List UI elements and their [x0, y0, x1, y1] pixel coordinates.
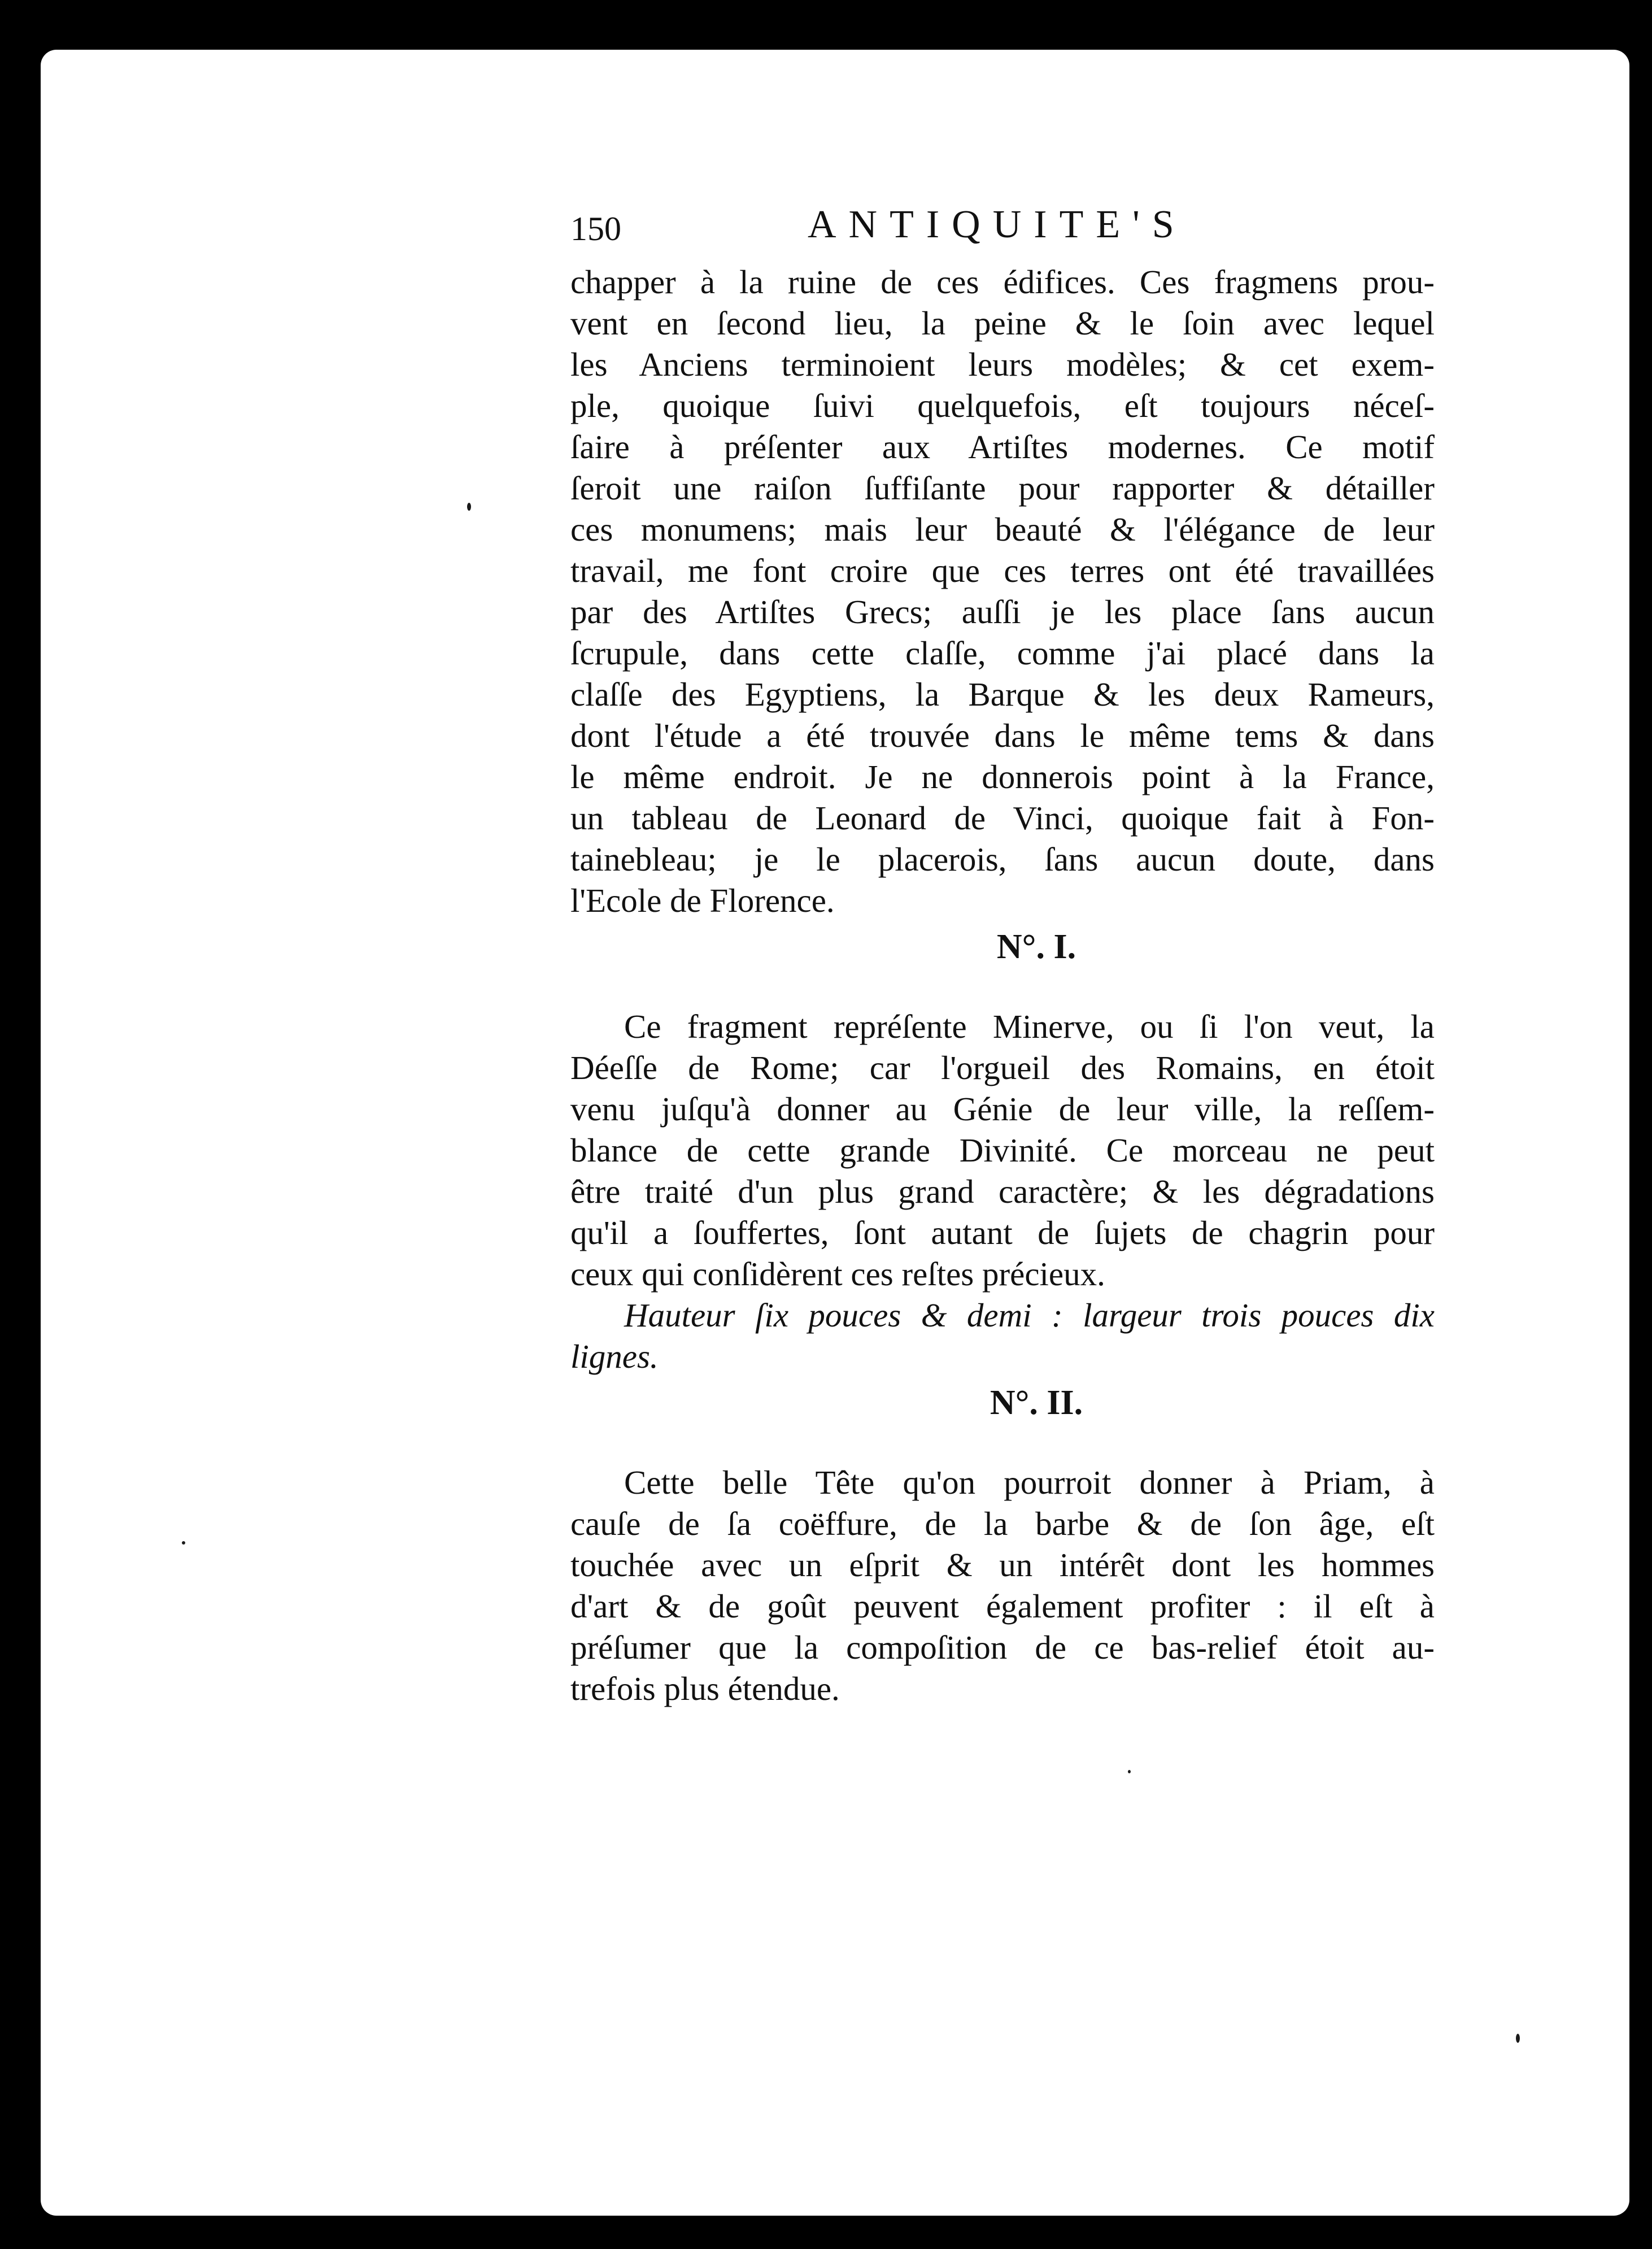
text-line: Hauteur ſix pouces & demi : largeur trois pouces dix — [624, 1297, 1435, 1334]
text-line: touchée avec un eſprit & un intérêt dont les hommes — [570, 1546, 1435, 1584]
paragraph — [570, 262, 1435, 921]
section-heading: N°. I. — [996, 928, 1076, 966]
text-line: ces monumens; mais leur beauté & l'élégance de leur — [570, 511, 1435, 548]
ink-speck — [1516, 2034, 1520, 2043]
text-line: trefois plus étendue. — [570, 1670, 840, 1707]
text-line: vent en ſecond lieu, la peine & le ſoin avec lequel — [570, 304, 1435, 342]
ink-speck — [467, 503, 471, 511]
text-line: venu juſqu'à donner au Génie de leur ville, la reſſem- — [570, 1090, 1435, 1128]
paragraph — [570, 1006, 1435, 1295]
text-line: chapper à la ruine de ces édifices. Ces fragmens prou- — [570, 263, 1435, 301]
text-line: un tableau de Leonard de Vinci, quoique fait à Fon- — [570, 799, 1435, 837]
section-heading: N°. II. — [990, 1384, 1083, 1422]
page-text — [570, 201, 1435, 1709]
text-line: ple, quoique ſuivi quelquefois, eſt toujours néceſ- — [570, 387, 1435, 424]
text-line: claſſe des Egyptiens, la Barque & les deux Rameurs, — [570, 676, 1435, 713]
dimensions-note — [570, 1295, 1435, 1377]
ink-speck — [1128, 1770, 1131, 1773]
running-title: ANTIQUITE'S — [808, 203, 1187, 246]
text-line: d'art & de goût peuvent également profiter : il eſt à — [570, 1587, 1435, 1625]
text-line: Cette belle Tête qu'on pourroit donner à Priam, à — [624, 1464, 1435, 1501]
text-line: ceux qui conſidèrent ces reſtes précieux. — [570, 1255, 1105, 1293]
text-line: l'Ecole de Florence. — [570, 882, 835, 919]
text-line: cauſe de ſa coëffure, de la barbe & de ſon âge, eſt — [570, 1505, 1435, 1542]
text-line: être traité d'un plus grand caractère; & les dégradations — [570, 1173, 1435, 1210]
text-line: ſaire à préſenter aux Artiſtes modernes. Ce motif — [570, 428, 1435, 466]
text-line: Ce fragment repréſente Minerve, ou ſi l'on veut, la — [624, 1008, 1435, 1045]
text-line: préſumer que la compoſition de ce bas-relief étoit au- — [570, 1629, 1435, 1666]
text-line: blance de cette grande Divinité. Ce morceau ne peut — [570, 1132, 1435, 1169]
text-line: Déeſſe de Rome; car l'orgueil des Romains, en étoit — [570, 1049, 1435, 1086]
text-line: ſeroit une raiſon ſuffiſante pour rapporter & détailler — [570, 469, 1435, 507]
text-line: lignes. — [570, 1338, 659, 1375]
text-line: dont l'étude a été trouvée dans le même tems & dans — [570, 717, 1435, 754]
text-line: par des Artiſtes Grecs; auſſi je les place ſans aucun — [570, 593, 1435, 630]
page-number: 150 — [570, 210, 621, 247]
text-line: ſcrupule, dans cette claſſe, comme j'ai placé dans la — [570, 634, 1435, 672]
ink-speck — [182, 1541, 185, 1545]
text-line: le même endroit. Je ne donnerois point à la France, — [570, 758, 1435, 795]
page-header — [570, 201, 1435, 262]
text-line: tainebleau; je le placerois, ſans aucun doute, dans — [570, 841, 1435, 878]
text-line: les Anciens terminoient leurs modèles; & cet exem- — [570, 346, 1435, 383]
text-line: qu'il a ſouffertes, ſont autant de ſujets de chagrin pour — [570, 1214, 1435, 1251]
paragraph — [570, 1462, 1435, 1709]
text-line: travail, me font croire que ces terres ont été travaillées — [570, 552, 1435, 589]
